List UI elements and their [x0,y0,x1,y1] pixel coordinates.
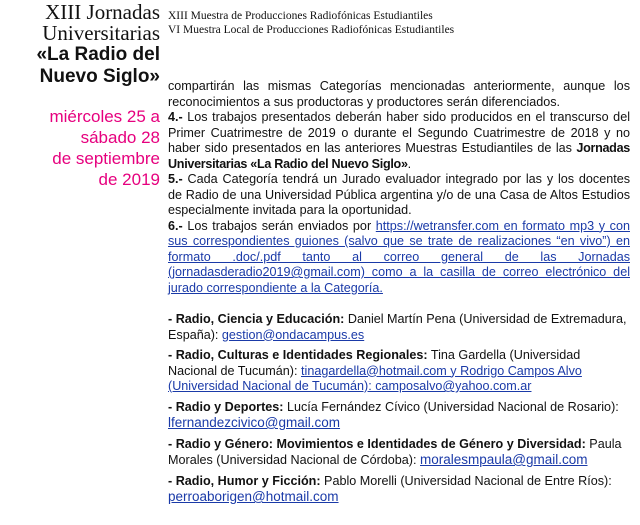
item-6 [168,219,630,297]
contact-1-category: - Radio, Ciencia y Educación: [168,312,345,326]
event-title-line1: XIII Jornadas [45,0,160,24]
event-title-line2: Universitarias [42,21,160,45]
date-line3: de septiembre [52,149,160,168]
page-header [168,9,454,37]
header-line2: VI Muestra Local de Producciones Radiofónicas Estudiantiles [168,24,455,36]
contact-1-text: Daniel Martín Pena (Universidad de Extremadura, España): [168,312,627,342]
event-title-line4: Nuevo Siglo» [39,66,160,87]
contact-5-category: - Radio, Humor y Ficción: [168,473,321,488]
contact-3-text: Lucía Fernández Cívico (Universidad Nacional de Rosario): [283,399,619,414]
contact-4-email-link[interactable]: moralesmpaula@gmail.com [420,452,588,467]
header-line1: XIII Muestra de Producciones Radiofónicas Estudiantiles [168,10,433,22]
event-title [0,2,160,88]
contact-deportes [168,400,630,432]
item-5-text: Cada Categoría tendrá un Jurado evaluador integrado por las y los docentes de Radio de una Universidad Pública argentina y/o de una Casa de Altos Estudios especialmente invitada para la oportunidad. [168,172,630,217]
event-title-line3: «La Radio del [36,44,160,65]
contact-3-email-link[interactable]: lfernandezcivico@gmail.com [168,415,341,430]
contact-genero [168,437,630,469]
main-content [168,79,630,511]
wetransfer-link[interactable]: https://wetransfer.com en formato mp3 y con sus correspondientes guiones (salvo que se trate de realizaciones “en vivo”) en formato .doc/.pdf tanto al correo general de las Jornadas (jornadasderadio2019@gmail.com) como a la casilla de correo electrónico del jurado correspondiente a la Categoría. [168,218,630,295]
item-6-number: 6.- [168,218,183,233]
item-4-end: . [407,156,412,171]
item-4-number: 4.- [168,110,183,124]
intro-paragraph: compartirán las mismas Categorías mencionadas anteriormente, aunque los reconocimientos a sus productoras y productores serán diferenciados. [168,79,630,109]
contact-ciencia-educacion [168,312,630,343]
date-line1: miércoles 25 a [49,107,160,126]
contact-humor-ficcion [168,474,630,506]
contact-5-text: Pablo Morelli (Universidad Nacional de Entre Ríos): [320,473,612,488]
contact-4-category: - Radio y Género: Movimientos e Identidades de Género y Diversidad: [168,436,586,451]
item-5-number: 5.- [168,172,183,186]
contact-2-text: Tina Gardella (Universidad Nacional de Tucumán): [168,348,581,378]
contact-2-category: - Radio, Culturas e Identidades Regionales: [168,348,428,362]
item-4-event-name: Jornadas Universitarias «La Radio del Nuevo Siglo» [168,141,630,171]
contact-2-email-link[interactable]: tinagardella@hotmail.com y Rodrigo Campos Alvo (Universidad Nacional de Tucumán): camposalvo@yahoo.com.ar [168,363,582,393]
date-line2: sábado 28 [80,128,160,147]
item-4 [168,110,630,172]
date-line4: de 2019 [98,170,160,189]
item-5 [168,172,630,219]
contact-4-text: Paula Morales (Universidad Nacional de Córdoba): [168,436,622,467]
item-6-text: Los trabajos serán enviados por [182,218,376,233]
contact-3-category: - Radio y Deportes: [168,399,284,414]
contact-1-email-link[interactable]: gestion@ondacampus.es [221,327,365,342]
item-4-text: Los trabajos presentados deberán haber sido producidos en el transcurso del Primer Cuatrimestre de 2019 o durante el Segundo Cuatrimestre de 2018 y no haber sido presentados en las anteriores Muestras Estudiantiles de las [168,110,630,155]
contact-culturas-identidades [168,348,630,395]
sidebar [0,0,160,190]
contact-5-email-link[interactable]: perroaborigen@hotmail.com [168,489,339,504]
spacer [168,296,630,312]
event-dates [0,106,160,190]
